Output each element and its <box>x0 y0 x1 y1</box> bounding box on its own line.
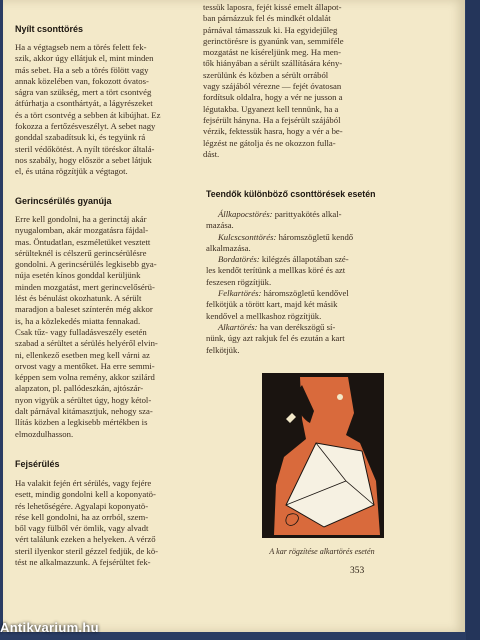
heading-teendok: Teendők különböző csonttörések esetén <box>206 189 376 199</box>
list-item-line <box>206 311 387 322</box>
text-line: képpen sem volna remény, akkor szilárd <box>15 372 155 383</box>
list-item-text: háromszögletű kendővel <box>263 288 349 299</box>
text-line: Csak tűz- vagy fulladásveszély esetén <box>15 326 147 337</box>
list-teendok <box>206 209 387 356</box>
list-item-line <box>206 254 387 265</box>
list-item-text: kendővel a mellkashoz rögzítjük. <box>206 310 322 321</box>
arm-sling-illustration <box>262 373 384 538</box>
text-line: nyugalomban, akár mozgatásra fájdal- <box>15 225 149 236</box>
text-line: vért találunk ezeken a helyeken. A vérző <box>15 534 156 545</box>
text-line: Ha a végtagseb nem a törés felett fek- <box>15 42 147 52</box>
list-item-line <box>206 209 387 220</box>
text-line: mas. Öntudatlan, eszméletüket vesztett <box>15 236 151 247</box>
text-line: sérülteknél is célszerű gerincsérülésre <box>15 247 147 258</box>
text-line: mozgatást ne kíséreljünk meg. Ha men- <box>203 47 341 58</box>
list-item-text: kilégzés állapotában szé- <box>261 254 349 265</box>
list-item-line <box>206 277 387 288</box>
text-line: szerülünk és közben a sérült orrából <box>203 69 329 80</box>
text-line: fordítsuk oldalra, hogy a vér ne jusson a <box>203 92 343 103</box>
list-item-text: mazása. <box>206 220 234 231</box>
list-item-label: Bordatörés: <box>218 254 260 265</box>
list-item-label: Alkartörés: <box>218 321 258 332</box>
text-line: annak közelében van, fokozott óvatos- <box>15 75 149 86</box>
heading-fejserules: Fejsérülés <box>15 459 60 469</box>
text-line: llítás közben a legkisebb mértékben is <box>15 417 148 428</box>
list-item-line <box>206 288 387 299</box>
text-line: maradjon a baleset színterén még akkor <box>15 304 153 315</box>
text-line: vagy szájából vérezne — fejét óvatosan <box>203 81 342 92</box>
list-item-line <box>206 322 387 333</box>
list-item-text: ha van derékszögű sí- <box>259 321 336 332</box>
text-line: párnával támasszuk ki. Ha egyidejűleg <box>203 24 338 35</box>
text-line: minden mozgatást, mert gerincvelősérü- <box>15 281 155 292</box>
list-item-text: felkötjük. <box>206 344 240 355</box>
watermark: Antikvarium.hu <box>0 620 99 635</box>
heading-nyilt-csonttores: Nyílt csonttörés <box>15 24 84 34</box>
list-item-line <box>206 243 387 254</box>
text-line: nos szabály, hogy először a sebet látjuk <box>15 154 152 165</box>
text-line: steril ilyenkor steril gézzel fedjük, de kö- <box>15 545 159 556</box>
list-item-line <box>206 345 387 356</box>
text-line: dalt párnával kitámasztjuk, nehogy sza- <box>15 406 153 417</box>
text-line: légzést ne gátolja és ne okozzon fulla- <box>203 137 336 148</box>
list-item-text: feszesen rögzítjük. <box>206 276 272 287</box>
text-line: rése kell gondolni, ha az orrból, szem- <box>15 511 149 522</box>
text-line: lést és bénulást okozhatunk. A sérült <box>15 293 142 304</box>
text-line: Ha valakit fején ért sérülés, vagy fejére <box>15 478 152 488</box>
page-number: 353 <box>350 566 365 576</box>
text-line: tessük laposra, fejét kissé emelt állapot- <box>203 2 342 12</box>
list-item-text: alkalmazása. <box>206 242 251 253</box>
text-line: gonddal szabadítsuk ki, és tegyünk rá <box>15 132 146 143</box>
figure-eye <box>337 394 343 400</box>
text-line: szik, akkor úgy ellátjuk el, mint minden <box>15 53 154 64</box>
text-line: és a tört csontvég a sebben át kibújhat. Ez <box>15 109 161 120</box>
text-line: ban párnázzuk fel és mindkét oldalát <box>203 13 331 24</box>
text-line: Erre kell gondolni, ha a gerinctáj akár <box>15 214 147 224</box>
list-item-text: felkötjük a törött kart, majd két másik <box>206 299 338 310</box>
text-line: más sebet. Ha a seb a törés fölött vagy <box>15 64 149 75</box>
list-item-text: parittyakötés alkal- <box>274 209 342 219</box>
illustration-caption: A kar rögzítése alkartörés esetén <box>269 547 375 556</box>
text-line: elmozdulhasson. <box>15 428 74 439</box>
text-line: szabad a sérültet a sérülés helyéről elvin- <box>15 338 158 349</box>
text-line: núja esetén kínos gonddal kerüljünk <box>15 270 141 281</box>
paragraph-gerinc <box>15 214 199 440</box>
text-line: gerinctörésre is gyanúnk van, semmiféle <box>203 35 344 46</box>
list-item-line <box>206 265 387 276</box>
text-line: ságra van szükség, mert a tört csontvég <box>15 87 152 98</box>
text-line: vérzik, fektessük hasra, hogy a vér a be- <box>203 126 343 137</box>
list-item-line <box>206 299 387 310</box>
paragraph-continued <box>203 2 387 160</box>
list-item-text: nünk, úgy azt rakjuk fel és ezután a kart <box>206 333 345 344</box>
background-strip <box>466 0 480 640</box>
list-item-line <box>206 220 387 231</box>
text-line: ni, ellenkező esetben meg kell várni az <box>15 349 150 360</box>
text-line: átfúrhatja a csonthártyát, a lágyrészeket <box>15 98 153 109</box>
heading-gerincserules: Gerincsérülés gyanúja <box>15 196 112 206</box>
text-line: fokozza a fertőzésveszélyt. A sebet nagy <box>15 121 156 132</box>
text-line: is, ha a közlekedés miatta fennakad. <box>15 315 141 326</box>
text-line: nyon vigyük a sérültet úgy, hogy kétol- <box>15 394 152 405</box>
text-line: gondolni. A gerincsérülés legkisebb gya- <box>15 259 157 270</box>
text-line: el, és utána rögzítjük a végtagot. <box>15 166 128 177</box>
text-line: tést ne alkalmazzunk. A fejsérültet fek- <box>15 557 151 568</box>
list-item-line <box>206 333 387 344</box>
list-item-label: Kulcscsonttörés: <box>218 231 277 242</box>
text-line: ből vagy fülből vér ömlik, vagy alvadt <box>15 523 149 534</box>
text-line: tők hiányában a sérült szállítására kény- <box>203 58 343 69</box>
text-line: dást. <box>203 148 220 159</box>
list-item-text: háromszögletű kendő <box>278 231 354 242</box>
text-line: légutakba. Ugyanezt kell tennünk, ha a <box>203 103 339 114</box>
list-item-label: Felkartörés: <box>218 288 262 299</box>
text-line: orvost vagy a mentőket. Ha erre semmi- <box>15 360 155 371</box>
text-line: steril védőkötést. A nyílt töréskor általá- <box>15 143 155 154</box>
paragraph-fej <box>15 478 199 568</box>
list-item-text: les kendőt terítünk a mellkas köré és azt <box>206 265 346 276</box>
list-item-line <box>206 232 387 243</box>
text-line: alapzaton, pl. pallódeszkán, ajtószár- <box>15 383 144 394</box>
text-line: fejsérült hányna. Ha a fejsérült szájából <box>203 114 341 125</box>
text-line: esett, mindig gondolni kell a koponyatö- <box>15 489 156 500</box>
list-item-label: Állkapocstörés: <box>218 209 273 219</box>
paragraph-nyilt <box>15 42 199 178</box>
text-line: rés lehetőségére. Agyalapi koponyatö- <box>15 500 149 511</box>
